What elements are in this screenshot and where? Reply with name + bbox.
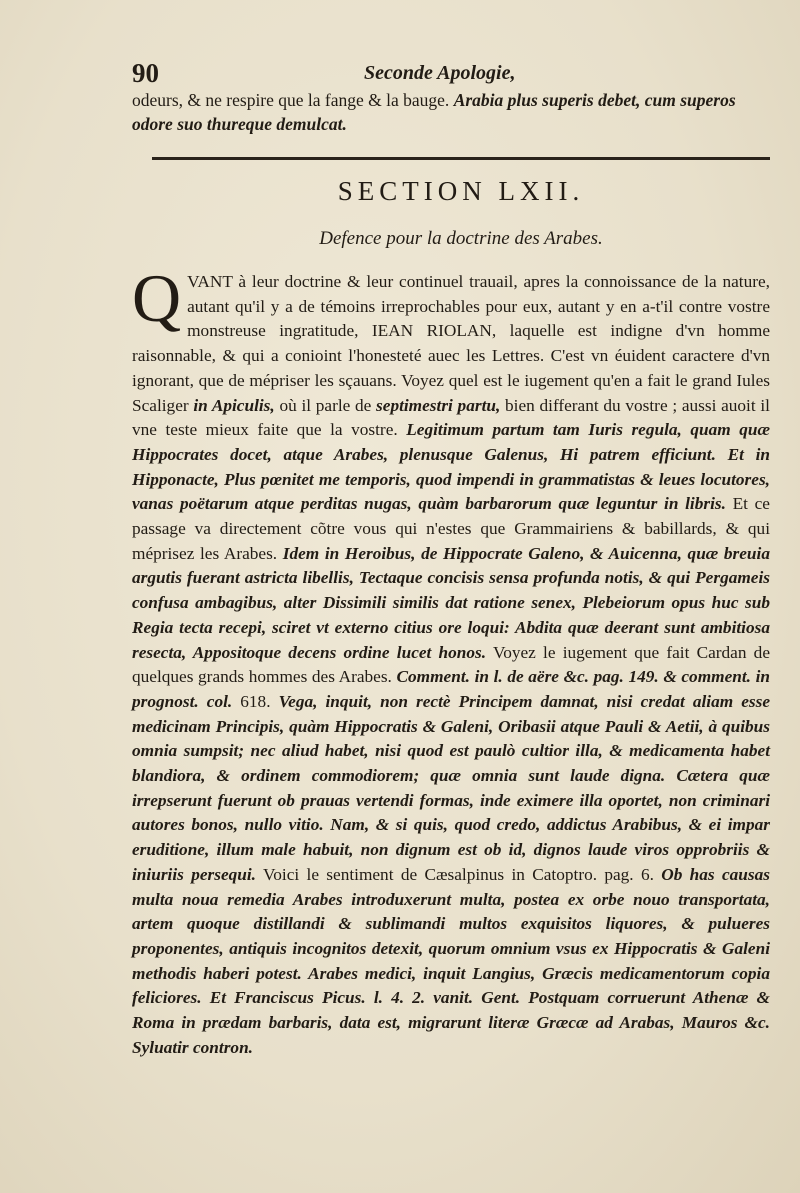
- latin-quotation: Comment. in l. de aëre &c. pag. 149. & comment. in prognost. col.: [132, 667, 771, 711]
- latin-quotation: Vega, inquit, non rectè Principem damnat, nisi credat aliam esse medicinam Principis, quàm Hippocratis & Galeni, Oribasii atque Pauli & Aetii, à quibus omnia sumpsit; nec aliud habet, nisi quod est paulò cultior illa, & medicamenta habet blandiora, & ordinem commodiorem; quæ omnia sunt laude digna. Cætera quæ irrepserunt fuerunt ob prauas vertendi formas, inde eximere illa oportet, non criminari autores bonos, nullo vitio. Nam, & si quis, quod credo, addictus Arabibus, & ei impar eruditione, illum male habuit, non dignum est ob id, dignos laude viros opprobriis & iniuriis persequi.: [132, 691, 770, 884]
- body-segment: Voyez le iugement que fait Cardan de quelques grands hommes des Arabes.: [132, 642, 770, 687]
- body-text: [132, 260, 771, 1061]
- latin-quotation: Ob has causas multa noua remedia Arabes introduxerunt multa, postea ex orbe nouo transportata, artem quoque distillandi & sublimandi multos exquisitos liquores, & pulueres proponentes, antiquis incognitos detexit, quorum omnium vsus ex Hippocratis & Galeni methodis haberi potest. Arabes medici, inquit Langius, Græcis medicamentorum copia feliciores. Et Franciscus Picus. l. 4. 2. vanit. Gent. Postquam corruerunt Athenæ & Roma in prædam barbaris, data est, migrarunt literæ Græcæ ad Arabas, Mauros &c. Syluatir contron.: [132, 864, 770, 1057]
- body-segment: Voici le sentiment de Cæsalpinus in Catoptro. pag. 6.: [263, 864, 654, 884]
- latin-quotation: in Apiculis,: [193, 395, 275, 415]
- latin-quotation: septimestri partu,: [376, 395, 501, 415]
- section-subtitle: Defence pour la doctrine des Arabes.: [319, 228, 603, 249]
- body-segment: bien differant du vostre ; aussi auoit il vne teste mieux faite que la vostre.: [132, 395, 770, 440]
- latin-quotation: Idem in Heroibus, de Hippocrate Galeno, & Auicenna, quæ breuia argutis fuerant astricta libellis, Tectaque concisis sensa profunda notis, & qui Pergameis confusa ambagibus, alter Dissimili similis dat ratione senex, Plebeiorum opus huc sub Regia tecta recepi, sciret vt externo citius ore loqui: Abdita quæ deerant sunt ambitiosa resecta, Appositoque decens ordine lucet honos.: [132, 543, 770, 662]
- body-segment: 618.: [240, 691, 271, 711]
- running-title: Seconde Apologie,: [364, 62, 516, 84]
- continuation-roman: odeurs, & ne respire que la fange & la bauge.: [132, 90, 450, 110]
- section-divider: [152, 157, 770, 160]
- continuation-text: [132, 88, 772, 136]
- continuation-italic: Arabia plus superis debet, cum superos odore suo thureque demulcat.: [132, 90, 736, 134]
- latin-quotation: Legitimum partum tam Iuris regula, quam quæ Hippocrates docet, atque Arabes, plenusque Galenus, Hi patrem efficiunt. Et in Hipponacte, Plus pœnitet me temporis, quod impendi in grammatistas & leues locutores, vanas poëtarum atque perditas nugas, quàm barbarorum quæ leguntur in libris.: [132, 420, 770, 514]
- page-number: 90: [132, 58, 159, 88]
- body-segment: Et ce passage va directement cõtre vous qui n'estes que Grammairiens & babillards, & qui méprisez les Arabes.: [132, 494, 770, 563]
- section-title: SECTION LXII.: [337, 176, 585, 206]
- body-segment: VANT à leur doctrine & leur continuel trauail, apres la connoissance de la nature, autant qu'il y a de témoins irreprochables pour eux, autant y en a-t'il contre vostre monstreuse ingratitude, IEAN RIOLAN, laquelle est indigne d'vn homme raisonnable, & qui a conioint l'honesteté auec les Lettres. C'est vn éuident caractere d'vn ignorant, que de mépriser les sçauans. Voyez quel est le iugement qu'en a fait le grand Iules Scaliger: [132, 272, 770, 415]
- drop-cap: Q: [132, 260, 182, 336]
- page-header: [132, 58, 772, 88]
- body-segment: où il parle de: [279, 395, 372, 415]
